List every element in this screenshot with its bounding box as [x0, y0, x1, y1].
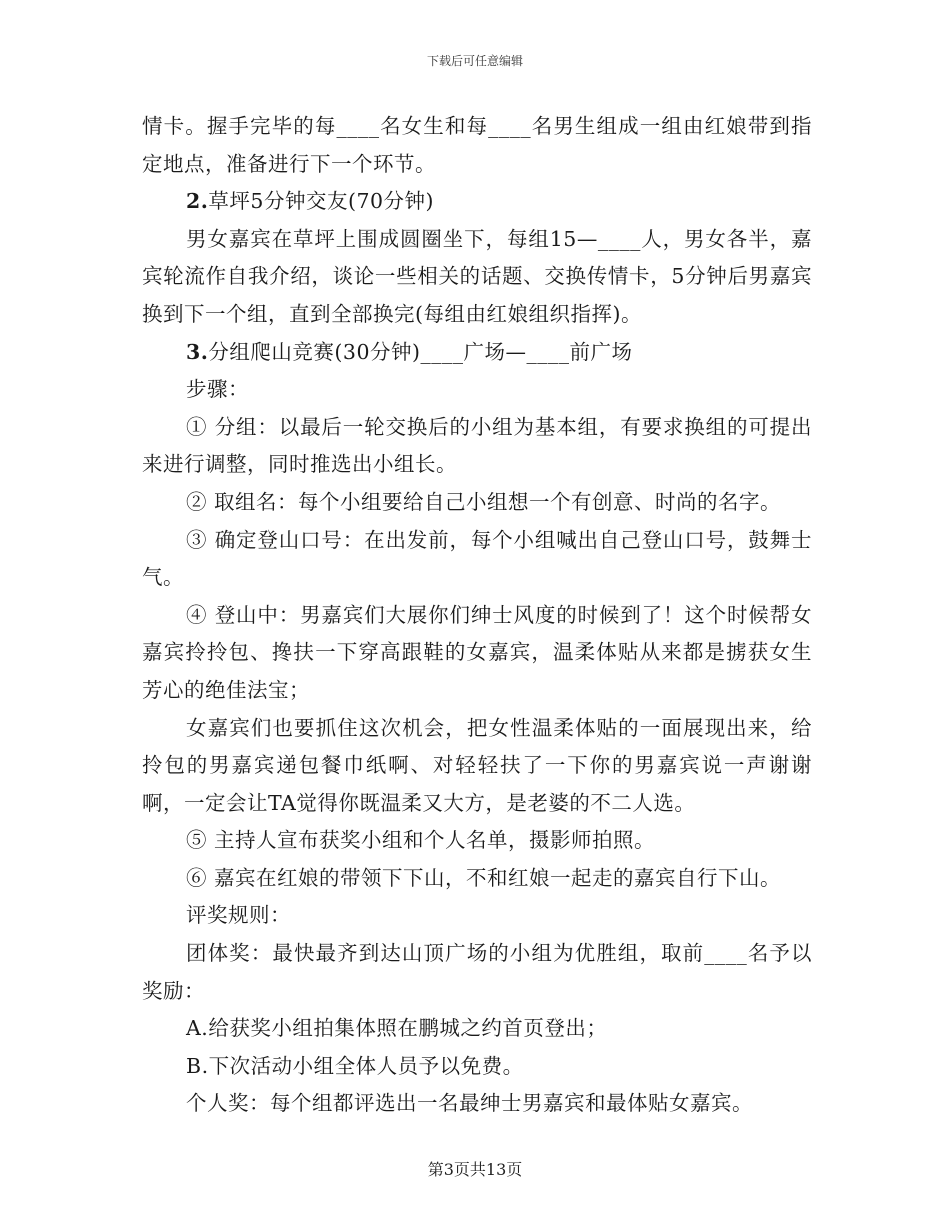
paragraph: 男女嘉宾在草坪上围成圆圈坐下，每组15—____人，男女各半，嘉宾轮流作自我介绍，谈论一些相关的话题、交换传情卡，5分钟后男嘉宾换到下一个组，直到全部换完(每组由红娘组织指挥)。 [142, 226, 812, 326]
paragraph: 评奖规则： [186, 903, 291, 928]
list-item: B.下次活动小组全体人员予以免费。 [186, 1053, 524, 1078]
list-item: ③ 确定登山口号：在出发前，每个小组喊出自己登山口号，鼓舞士气。 [142, 527, 812, 590]
list-item: ⑥ 嘉宾在红娘的带领下下山，不和红娘一起走的嘉宾自行下山。 [186, 865, 782, 890]
paragraph: 情卡。握手完毕的每____名女生和每____名男生组成一组由红娘带到指定地点，准备进行下一个环节。 [142, 114, 812, 176]
page-header: 下载后可任意编辑 [426, 54, 523, 68]
list-item: ② 取组名：每个小组要给自己小组想一个有创意、时尚的名字。 [186, 489, 782, 514]
section-number: 3. [186, 339, 209, 364]
paragraph: 步骤： [186, 377, 249, 402]
paragraph: 团体奖：最快最齐到达山顶广场的小组为优胜组，取前____名予以奖励： [142, 941, 812, 1003]
list-item: ⑤ 主持人宣布获奖小组和个人名单，摄影师拍照。 [186, 828, 656, 853]
document-body [142, 108, 812, 1123]
paragraph: 个人奖：每个组都评选出一名最绅士男嘉宾和最体贴女嘉宾。 [186, 1091, 753, 1116]
list-item: ④ 登山中：男嘉宾们大展你们绅士风度的时候到了！这个时候帮女嘉宾拎拎包、搀扶一下穿高跟鞋的女嘉宾，温柔体贴从来都是掳获女生芳心的绝佳法宝； [142, 602, 812, 702]
section-heading: 3.分组爬山竞赛(30分钟)____广场—____前广场 [186, 339, 633, 364]
section-heading: 2.草坪5分钟交友(70分钟) [186, 189, 435, 214]
page-footer: 第3页共13页 [427, 1160, 523, 1179]
paragraph: 女嘉宾们也要抓住这次机会，把女性温柔体贴的一面展现出来，给拎包的男嘉宾递包餐巾纸啊、对轻轻扶了一下你的男嘉宾说一声谢谢啊，一定会让TA觉得你既温柔又大方，是老婆的不二人选。 [142, 715, 812, 815]
section-number: 2. [186, 189, 209, 214]
list-item: ① 分组：以最后一轮交换后的小组为基本组，有要求换组的可提出来进行调整，同时推选出小组长。 [142, 414, 812, 477]
list-item: A.给获奖小组拍集体照在鹏城之约首页登出； [186, 1016, 608, 1041]
